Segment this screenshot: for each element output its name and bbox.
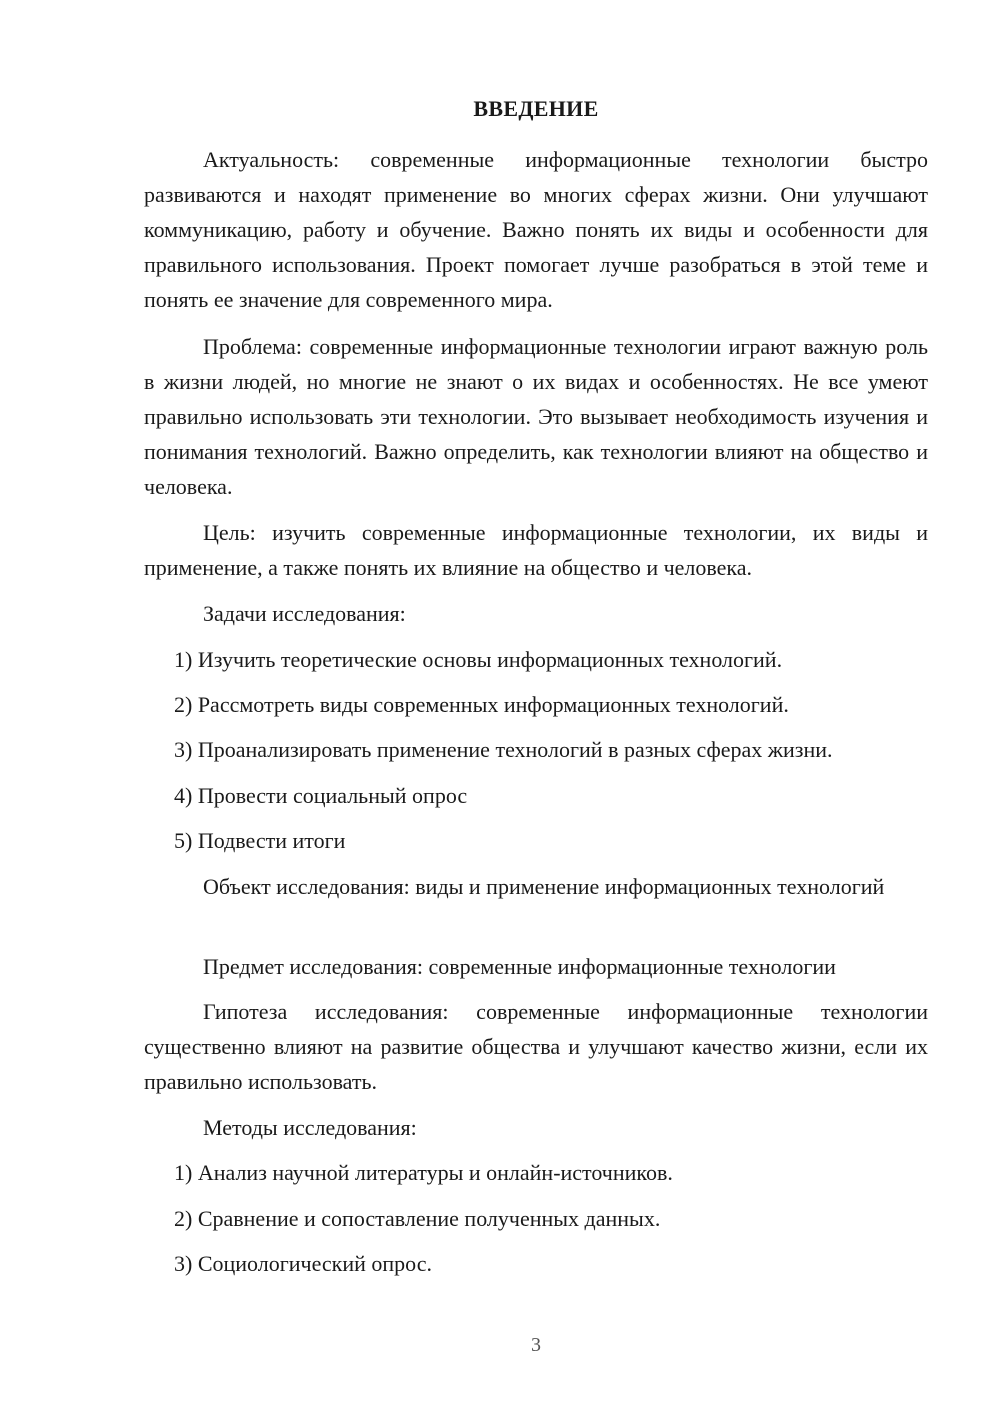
method-item: 1) Анализ научной литературы и онлайн-источников. xyxy=(174,1160,673,1185)
page-title: ВВЕДЕНИЕ xyxy=(473,96,599,121)
task-item: 5) Подвести итоги xyxy=(174,828,346,853)
relevance-paragraph: Актуальность: современные информационные технологии быстро развиваются и находят применение во многих сферах жизни. Они улучшают коммуникацию, работу и обучение. Важно понять их виды и особенности для правильного использования. Проект помогает лучше разобраться в этой теме и понять ее значение для современного мира. xyxy=(144,147,928,312)
task-item: 1) Изучить теоретические основы информационных технологий. xyxy=(174,647,783,672)
goal-paragraph: Цель: изучить современные информационные технологии, их виды и применение, а также понять их влияние на общество и человека. xyxy=(144,520,928,580)
method-item: 2) Сравнение и сопоставление полученных данных. xyxy=(174,1206,661,1231)
task-item: 4) Провести социальный опрос xyxy=(174,783,468,808)
subject-paragraph: Предмет исследования: современные информационные технологии xyxy=(203,954,836,979)
task-item: 2) Рассмотреть виды современных информационных технологий. xyxy=(174,692,789,717)
task-item: 3) Проанализировать применение технологий в разных сферах жизни. xyxy=(174,737,833,762)
problem-paragraph: Проблема: современные информационные технологии играют важную роль в жизни людей, но многие не знают о их видах и особенностях. Не все умеют правильно использовать эти технологии. Это вызывает необходимость изучения и понимания технологий. Важно определить, как технологии влияют на общество и человека. xyxy=(144,334,928,499)
methods-heading: Методы исследования: xyxy=(203,1115,417,1140)
method-item: 3) Социологический опрос. xyxy=(174,1251,432,1276)
page-number: 3 xyxy=(531,1334,541,1356)
hypothesis-paragraph: Гипотеза исследования: современные информационные технологии существенно влияют на развитие общества и улучшают качество жизни, если их правильно использовать. xyxy=(144,999,928,1094)
object-paragraph: Объект исследования: виды и применение информационных технологий xyxy=(203,874,885,899)
tasks-heading: Задачи исследования: xyxy=(203,601,406,626)
